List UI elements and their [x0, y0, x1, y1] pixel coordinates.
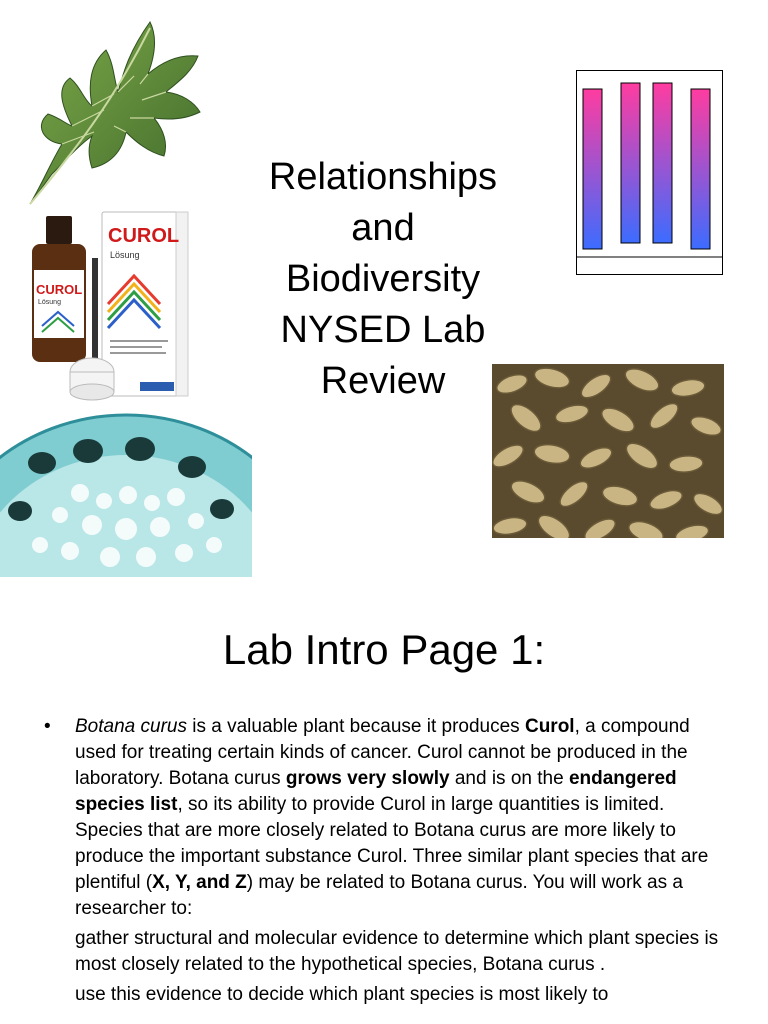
oak-leaf-image — [22, 14, 208, 210]
intro-body — [44, 714, 734, 1008]
bold-curol: Curol — [524, 716, 575, 737]
intro-paragraph-1 — [75, 714, 734, 922]
title-line-1: Relationships — [268, 156, 498, 198]
electrophoresis-gel-image — [576, 70, 723, 275]
title-line-3: Biodiversity — [285, 258, 481, 300]
intro-paragraph-2: gather structural and molecular evidence to determine which plant species is most closely related to the hypothetical species, Botana curus . — [75, 928, 719, 975]
bold-endangered: endangered species list — [75, 768, 677, 815]
box-sub-text: Lösung — [110, 250, 140, 260]
bottle-brand-text: CUROL — [36, 282, 83, 297]
bold-grows-slowly: grows very slowly — [285, 768, 450, 789]
title-line-4: NYSED Lab — [280, 309, 486, 351]
bullet-marker: • — [44, 716, 51, 737]
bottle-sub-text: Lösung — [38, 299, 61, 306]
intro-paragraph-3: use this evidence to decide which plant species is most likely to — [75, 984, 609, 1005]
text-span: , so its ability to provide Curol in large quantities is limited. Species that are more closely related to Botana curus are more likely to produce the important substance Curol. Three similar plant species that are plentiful ( — [75, 794, 709, 893]
box-brand-text: CUROL — [108, 225, 180, 247]
text-span: is a valuable plant because it produces — [186, 716, 525, 737]
intro-heading: Lab Intro Page 1: — [222, 626, 546, 673]
bold-species-xyz: X, Y, and Z — [152, 872, 247, 893]
title-line-5: Review — [320, 360, 446, 402]
text-span: , a compound used for treating certain kinds of cancer. Curol cannot be produced in the laboratory. Botana curus — [75, 716, 690, 789]
intro-paragraphs — [75, 714, 734, 1008]
species-name-italic: Botana curus — [75, 716, 187, 737]
plant-stem-cross-section-image — [0, 405, 252, 577]
title-line-2: and — [351, 207, 415, 249]
text-span: and is on the — [449, 768, 569, 789]
text-span: ) may be related to Botana curus. You will work as a researcher to: — [75, 872, 683, 919]
curol-medicine-image — [22, 208, 194, 404]
slide-title — [230, 152, 536, 407]
